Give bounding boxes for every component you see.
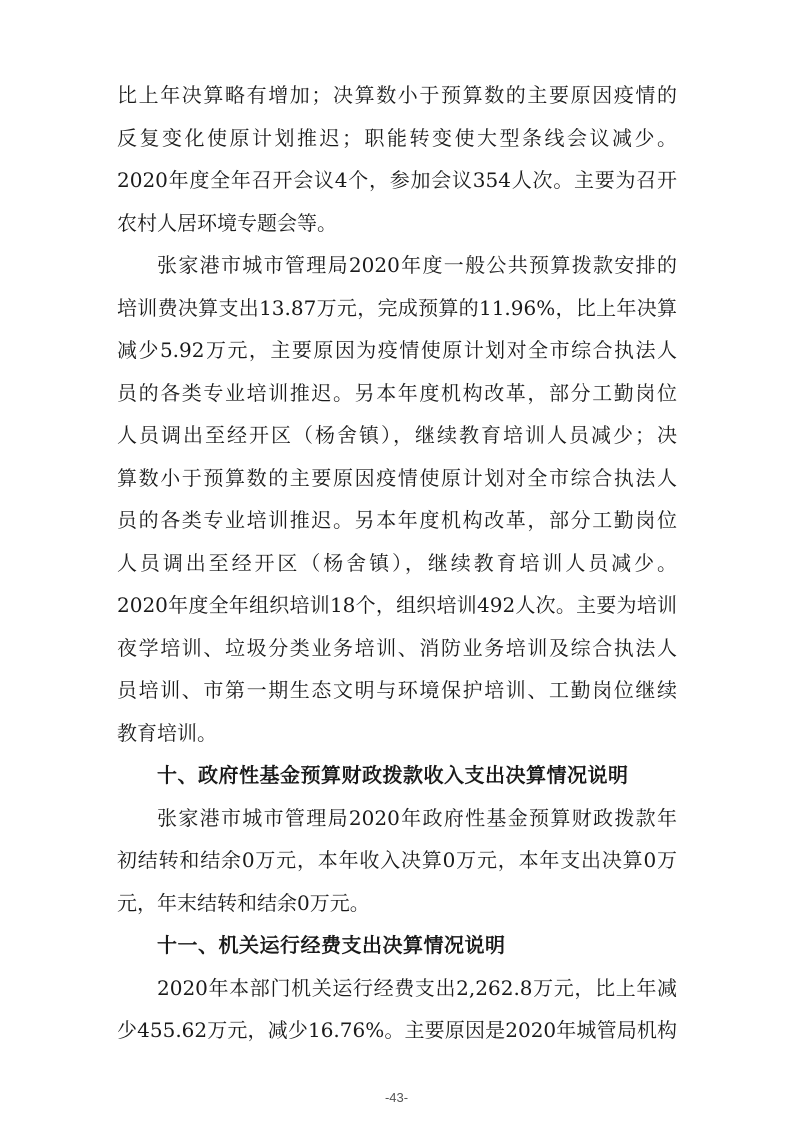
paragraph <box>117 74 677 244</box>
text-line: 2020年度全年召开会议4个，参加会议354人次。主要为召开 <box>117 168 677 192</box>
text-line: 元，年末结转和结余0万元。 <box>117 890 370 915</box>
text-line: 人员调出至经开区（杨舍镇），继续教育培训人员减少；决 <box>117 423 677 447</box>
text-line: 2020年本部门机关运行经费支出2,262.8万元，比上年减 <box>157 975 677 1000</box>
text-line: 初结转和结余0万元，本年收入决算0万元，本年支出决算0万 <box>117 848 677 872</box>
paragraph <box>117 967 677 1052</box>
text-line: 人员调出至经开区（杨舍镇），继续教育培训人员减少。 <box>117 550 677 575</box>
text-line: 张家港市城市管理局2020年度一般公共预算拨款安排的 <box>157 253 677 277</box>
page-number: -43- <box>384 1090 409 1105</box>
paragraph <box>117 244 677 754</box>
paragraph <box>117 797 677 925</box>
section-heading: 十、政府性基金预算财政拨款收入支出决算情况说明 <box>157 763 629 787</box>
text-line: 夜学培训、垃圾分类业务培训、消防业务培训及综合执法人 <box>117 635 677 660</box>
text-line: 教育培训。 <box>117 720 217 745</box>
text-line: 比上年决算略有增加；决算数小于预算数的主要原因疫情的 <box>117 83 677 107</box>
section-heading: 十一、机关运行经费支出决算情况说明 <box>157 933 506 957</box>
text-line: 2020年度全年组织培训18个，组织培训492人次。主要为培训 <box>117 593 677 617</box>
document-body <box>117 74 677 1052</box>
text-line: 反复变化使原计划推迟；职能转变使大型条线会议减少。 <box>117 125 677 150</box>
text-line: 农村人居环境专题会等。 <box>117 210 337 235</box>
text-line: 培训费决算支出13.87万元，完成预算的11.96%，比上年决算 <box>117 295 677 320</box>
text-line: 减少5.92万元，主要原因为疫情使原计划对全市综合执法人 <box>117 338 677 362</box>
text-line: 员的各类专业培训推迟。另本年度机构改革，部分工勤岗位 <box>117 380 677 405</box>
text-line: 员的各类专业培训推迟。另本年度机构改革，部分工勤岗位 <box>117 508 677 532</box>
text-line: 少455.62万元，减少16.76%。主要原因是2020年城管局机构 <box>117 1018 677 1042</box>
text-line: 员培训、市第一期生态文明与环境保护培训、工勤岗位继续 <box>117 678 677 702</box>
text-line: 张家港市城市管理局2020年政府性基金预算财政拨款年 <box>157 805 677 830</box>
text-line: 算数小于预算数的主要原因疫情使原计划对全市综合执法人 <box>117 465 677 490</box>
